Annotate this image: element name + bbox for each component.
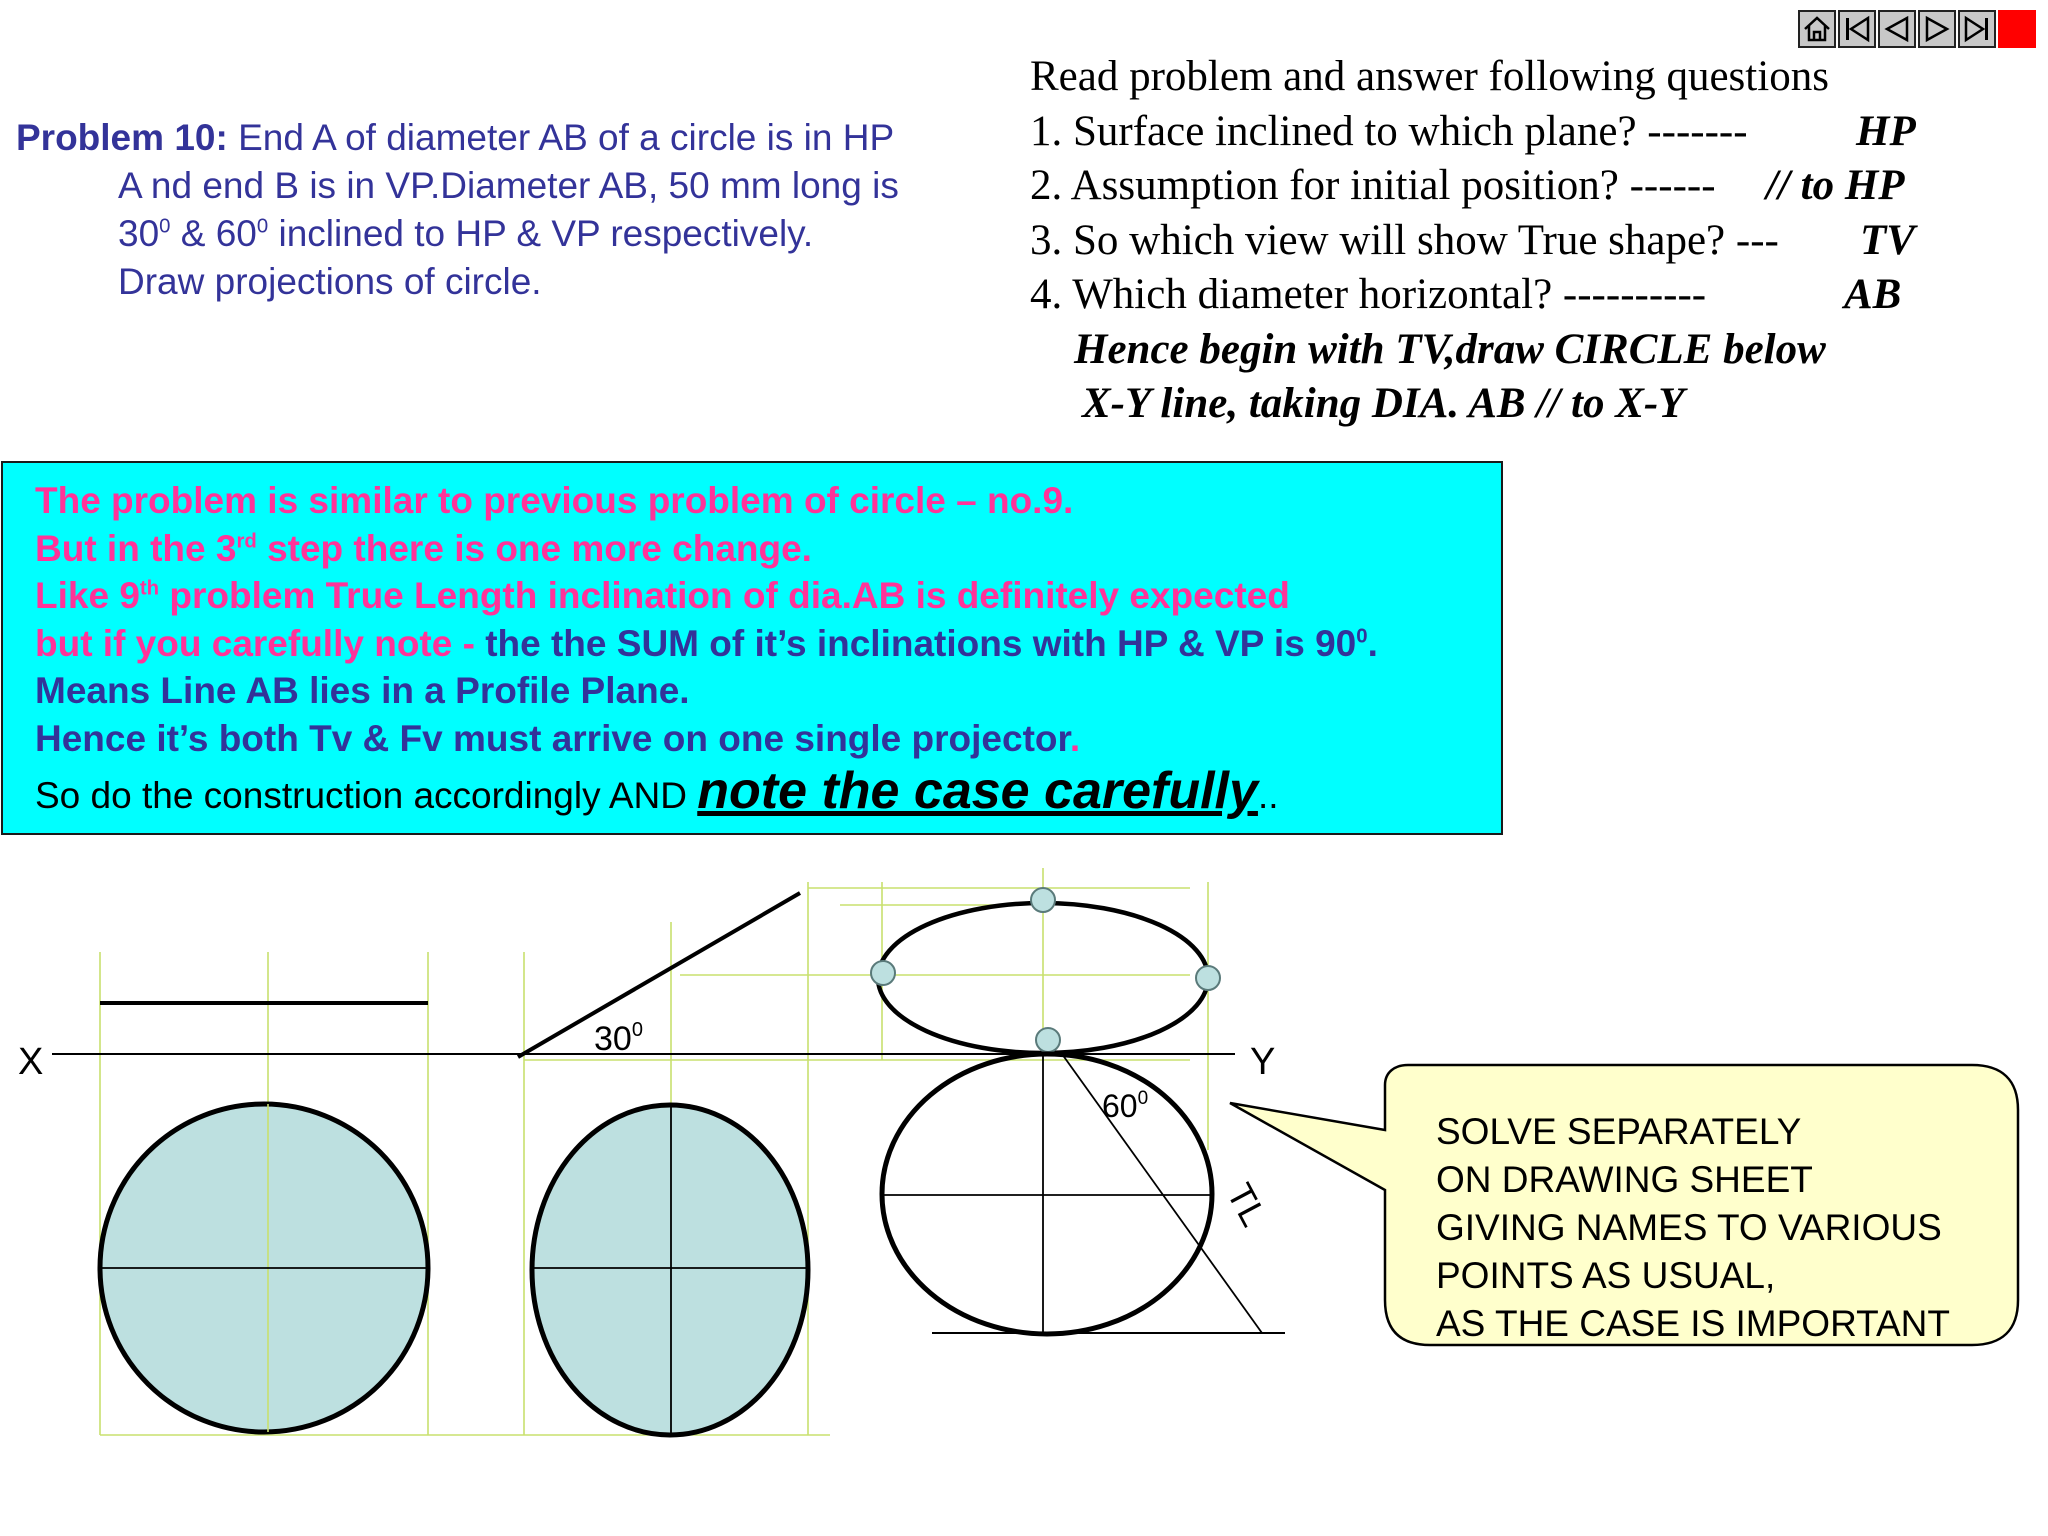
note-line-5: Means Line AB lies in a Profile Plane.: [35, 670, 690, 711]
callout-line-1: SOLVE SEPARATELY: [1436, 1111, 1802, 1152]
problem-line-4: Draw projections of circle.: [118, 261, 542, 302]
note-line-1: The problem is similar to previous problem of circle – no.9.: [35, 480, 1074, 521]
hence-line-2: X-Y line, taking DIA. AB // to X-Y: [1082, 380, 1685, 427]
point-bottom: [1036, 1028, 1060, 1052]
question-4: 4. Which diameter horizontal? ---------- AB: [1030, 268, 2040, 323]
problem-line-2: A nd end B is in VP.Diameter AB, 50 mm long is: [118, 165, 899, 206]
note-line-7: So do the construction accordingly AND note the case carefully..: [35, 762, 1279, 820]
problem-line-3: $30^0$ & $60^0$ inclined to HP & VP respectively.: [118, 213, 814, 254]
question-3: 3. So which view will show True shape? --- TV: [1030, 214, 2040, 269]
note-line-2: But in the 3rd step there is one more change.: [35, 527, 812, 569]
point-left: [871, 961, 895, 985]
note-line-3: Like 9th problem True Length inclination of dia.AB is definitely expected: [35, 575, 1290, 616]
note-emphasis: note the case carefully: [697, 762, 1258, 820]
hence-line-1: Hence begin with TV,draw CIRCLE below: [1074, 325, 1826, 373]
tl-label: TL: [1218, 1176, 1275, 1233]
point-top: [1031, 888, 1055, 912]
note-line-4: but if you carefully note - the the SUM of it’s inclinations with HP & VP is $90^0$.: [35, 622, 1378, 664]
callout-line-3: GIVING NAMES TO VARIOUS: [1436, 1207, 1942, 1248]
answer-1: HP: [1856, 107, 1916, 155]
problem-label: Problem 10:: [16, 117, 228, 158]
problem-line-1: Problem 10: End A of diameter AB of a circle is in HP: [16, 117, 895, 158]
answer-2: // to HP: [1766, 162, 1905, 209]
note-line-6: Hence it’s both Tv & Fv must arrive on one single projector.: [35, 717, 1081, 759]
x-label: X: [18, 1041, 44, 1083]
answer-3: TV: [1860, 216, 1915, 264]
top-view-ellipse: [532, 1105, 808, 1435]
y-label: Y: [1250, 1041, 1276, 1083]
point-right: [1196, 966, 1220, 990]
answer-4: AB: [1844, 271, 1902, 318]
angle-60-label: $60^0$: [1102, 1088, 1149, 1124]
callout-line-5: AS THE CASE IS IMPORTANT: [1436, 1303, 1950, 1344]
callout-line-4: POINTS AS USUAL,: [1436, 1255, 1776, 1296]
angle-30-label: $30^0$: [594, 1019, 643, 1058]
question-1: 1. Surface inclined to which plane? ------- HP: [1030, 105, 2040, 160]
callout-text: [1436, 1108, 1950, 1348]
callout-line-2: ON DRAWING SHEET: [1436, 1159, 1813, 1200]
question-2: 2. Assumption for initial position? ------ // to HP: [1030, 159, 2040, 214]
questions-heading: Read problem and answer following questions: [1030, 53, 1829, 100]
